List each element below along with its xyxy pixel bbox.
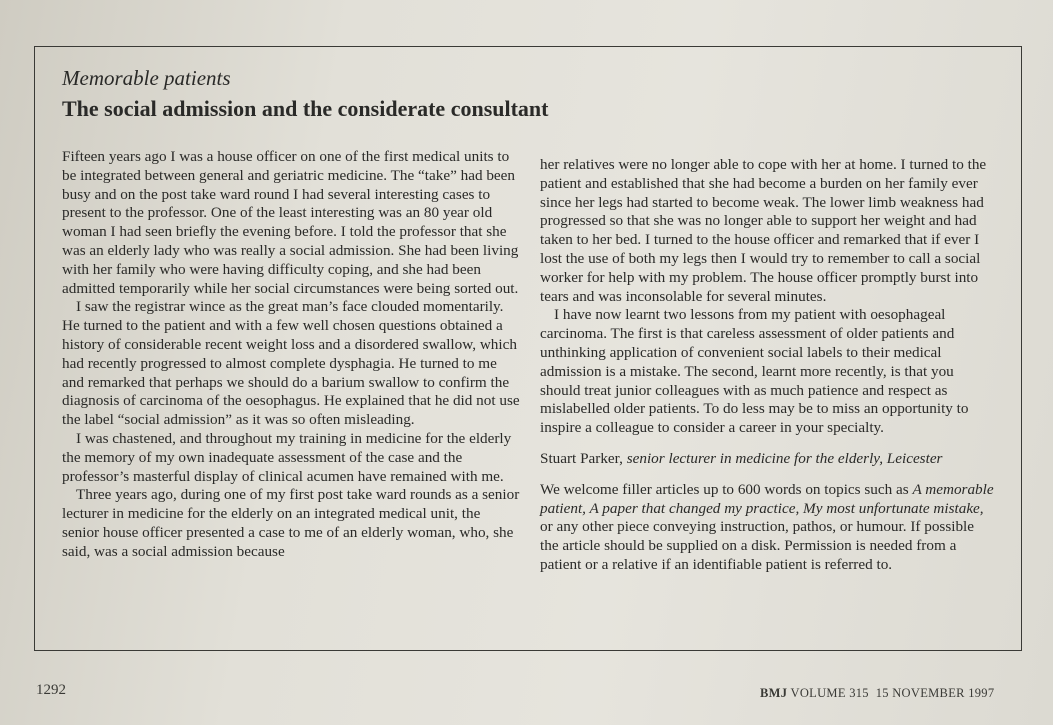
issue-date: 15 NOVEMBER 1997	[875, 686, 995, 700]
paragraph: Fifteen years ago I was a house officer on one of the first medical units to be integrated between general and geriatric medicine. The “take” had been busy and on the post take ward round I had several interesting cases to present to the professor. One of the least interesting was an 80 year old woman I had seen briefly the evening before. I told the professor that she was an elderly lady who was really a social admission. She had been living with her family who were having difficulty coping, and she had been admitted temporarily while her social circumstances were being sorted out.	[62, 148, 519, 297]
text-column-left	[62, 148, 520, 562]
section-kicker: Memorable patients	[62, 66, 231, 90]
journal-footer	[760, 686, 994, 701]
paragraph: I was chastened, and throughout my training in medicine for the elderly the memory of my own inadequate assessment of the case and the professor’s masterful display of clinical acumen have remained with me.	[62, 429, 512, 485]
filler-topics: A memorable patient, A paper that changed my practice, My most unfortunate mistake,	[540, 480, 994, 517]
text-column-right	[540, 156, 994, 575]
author-signature	[540, 450, 994, 469]
journal-volume: VOLUME 315	[790, 686, 869, 700]
paragraph: I saw the registrar wince as the great man’s face clouded momentarily. He turned to the patient and with a few well chosen questions obtained a history of considerable recent weight loss and a disordered swallow, which had recently progressed to almost complete dysphagia. He turned to me and remarked that perhaps we should do a barium swallow to confirm the diagnosis of carcinoma of the oesophagus. He explained that he did not use the label “social admission” as it was so often misleading.	[62, 298, 520, 429]
journal-name: BMJ	[760, 686, 788, 700]
paragraph: Three years ago, during one of my first post take ward rounds as a senior lecturer in medicine for the elderly on an integrated medical unit, the senior house officer presented a case to me of an elderly woman, who, she said, was a social admission because	[62, 486, 520, 560]
filler-intro: We welcome filler articles up to 600 words on topics such as	[540, 480, 909, 498]
author-name: Stuart Parker,	[540, 449, 623, 467]
filler-notice	[540, 481, 994, 575]
page-number: 1292	[36, 682, 66, 698]
author-role: senior lecturer in medicine for the elderly, Leicester	[626, 449, 943, 467]
filler-rest: or any other piece conveying instruction, pathos, or humour. If possible the article should be supplied on a disk. Permission is needed from a patient or a relative if an identifiable patient is referred to.	[540, 518, 975, 573]
paragraph: I have now learnt two lessons from my patient with oesophageal carcinoma. The first is that careless assessment of older patients and unthinking application of convenient social labels to their medical admission is a mistake. The second, learnt more recently, is that you should treat junior colleagues with as much patience and respect as mislabelled older patients. To do less may be to miss an opportunity to inspire a colleague to consider a career in your specialty.	[540, 306, 969, 437]
paragraph: her relatives were no longer able to cope with her at home. I turned to the patient and established that she had become a burden on her family ever since her legs had started to become weak. The lower limb weakness had progressed so that she was no longer able to support her weight and had taken to her bed. I turned to the house officer and remarked that if ever I lost the use of both my legs then I would try to remember to call a social worker for help with my problem. The house officer promptly burst into tears and was inconsolable for several minutes.	[540, 156, 987, 305]
article-title: The social admission and the considerate consultant	[62, 96, 549, 121]
